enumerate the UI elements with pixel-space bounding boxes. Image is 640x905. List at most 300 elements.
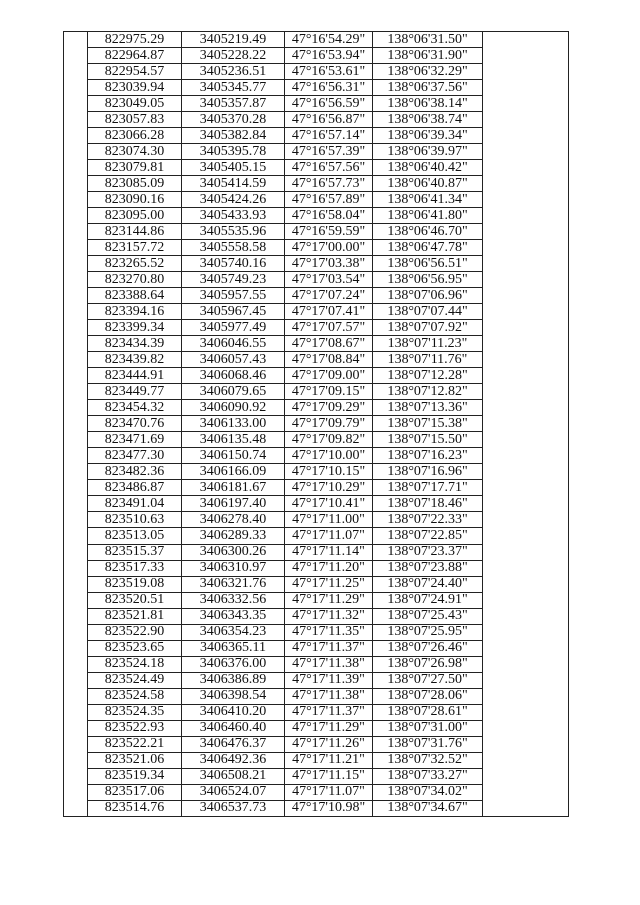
latitude-cell: 47°17'09.00" [285, 368, 373, 384]
blank-cell-left [64, 80, 88, 96]
longitude-cell: 138°06'32.29" [373, 64, 483, 80]
blank-cell-right [483, 752, 569, 768]
latitude-cell: 47°16'54.29" [285, 32, 373, 48]
blank-cell-left [64, 304, 88, 320]
coord-y-cell: 3405357.87 [182, 96, 285, 112]
latitude-cell: 47°17'09.79" [285, 416, 373, 432]
table-row [64, 592, 569, 608]
table-row [64, 400, 569, 416]
latitude-cell: 47°17'11.39" [285, 672, 373, 688]
table-row [64, 112, 569, 128]
coord-y-cell: 3405977.49 [182, 320, 285, 336]
coord-y-cell: 3406398.54 [182, 688, 285, 704]
coord-x-cell: 823085.09 [88, 176, 182, 192]
blank-cell-left [64, 640, 88, 656]
blank-cell-right [483, 256, 569, 272]
coord-x-cell: 823514.76 [88, 800, 182, 816]
blank-cell-right [483, 112, 569, 128]
coord-y-cell: 3406150.74 [182, 448, 285, 464]
table-row [64, 544, 569, 560]
coord-y-cell: 3405395.78 [182, 144, 285, 160]
coord-x-cell: 823039.94 [88, 80, 182, 96]
latitude-cell: 47°17'11.37" [285, 704, 373, 720]
coord-x-cell: 823515.37 [88, 544, 182, 560]
blank-cell-left [64, 736, 88, 752]
blank-cell-right [483, 320, 569, 336]
coord-y-cell: 3406343.35 [182, 608, 285, 624]
latitude-cell: 47°16'56.31" [285, 80, 373, 96]
blank-cell-right [483, 224, 569, 240]
blank-cell-left [64, 112, 88, 128]
longitude-cell: 138°07'06.96" [373, 288, 483, 304]
blank-cell-left [64, 496, 88, 512]
coord-x-cell: 823524.49 [88, 672, 182, 688]
blank-cell-left [64, 240, 88, 256]
longitude-cell: 138°06'56.95" [373, 272, 483, 288]
coord-y-cell: 3406365.11 [182, 640, 285, 656]
blank-cell-right [483, 640, 569, 656]
table-row [64, 512, 569, 528]
latitude-cell: 47°17'10.29" [285, 480, 373, 496]
blank-cell-left [64, 544, 88, 560]
coord-y-cell: 3406492.36 [182, 752, 285, 768]
latitude-cell: 47°17'11.25" [285, 576, 373, 592]
blank-cell-right [483, 592, 569, 608]
table-row [64, 256, 569, 272]
longitude-cell: 138°06'41.80" [373, 208, 483, 224]
longitude-cell: 138°06'40.87" [373, 176, 483, 192]
coord-x-cell: 823388.64 [88, 288, 182, 304]
latitude-cell: 47°17'11.38" [285, 688, 373, 704]
longitude-cell: 138°06'41.34" [373, 192, 483, 208]
longitude-cell: 138°07'31.76" [373, 736, 483, 752]
coord-y-cell: 3406310.97 [182, 560, 285, 576]
longitude-cell: 138°07'12.82" [373, 384, 483, 400]
blank-cell-left [64, 224, 88, 240]
blank-cell-right [483, 496, 569, 512]
blank-cell-right [483, 400, 569, 416]
coord-x-cell: 823521.81 [88, 608, 182, 624]
blank-cell-right [483, 608, 569, 624]
longitude-cell: 138°07'34.67" [373, 800, 483, 816]
latitude-cell: 47°17'11.32" [285, 608, 373, 624]
coord-y-cell: 3405957.55 [182, 288, 285, 304]
coord-y-cell: 3406321.76 [182, 576, 285, 592]
longitude-cell: 138°07'26.98" [373, 656, 483, 672]
coord-x-cell: 823491.04 [88, 496, 182, 512]
coord-y-cell: 3406524.07 [182, 784, 285, 800]
longitude-cell: 138°07'26.46" [373, 640, 483, 656]
coord-y-cell: 3406197.40 [182, 496, 285, 512]
longitude-cell: 138°06'39.34" [373, 128, 483, 144]
blank-cell-right [483, 784, 569, 800]
longitude-cell: 138°06'47.78" [373, 240, 483, 256]
longitude-cell: 138°07'28.61" [373, 704, 483, 720]
coord-x-cell: 823049.05 [88, 96, 182, 112]
latitude-cell: 47°17'10.15" [285, 464, 373, 480]
coord-x-cell: 823517.33 [88, 560, 182, 576]
blank-cell-left [64, 352, 88, 368]
coord-x-cell: 823399.34 [88, 320, 182, 336]
latitude-cell: 47°17'07.57" [285, 320, 373, 336]
table-row [64, 304, 569, 320]
blank-cell-left [64, 512, 88, 528]
blank-cell-left [64, 64, 88, 80]
coord-x-cell: 823510.63 [88, 512, 182, 528]
coord-x-cell: 823522.93 [88, 720, 182, 736]
blank-cell-left [64, 672, 88, 688]
table-row [64, 352, 569, 368]
longitude-cell: 138°07'13.36" [373, 400, 483, 416]
blank-cell-right [483, 368, 569, 384]
coord-y-cell: 3405433.93 [182, 208, 285, 224]
table-row [64, 736, 569, 752]
latitude-cell: 47°16'53.94" [285, 48, 373, 64]
coord-y-cell: 3405228.22 [182, 48, 285, 64]
blank-cell-right [483, 480, 569, 496]
coord-x-cell: 822975.29 [88, 32, 182, 48]
latitude-cell: 47°16'57.14" [285, 128, 373, 144]
coord-x-cell: 823144.86 [88, 224, 182, 240]
coord-x-cell: 823270.80 [88, 272, 182, 288]
table-row [64, 800, 569, 816]
blank-cell-right [483, 416, 569, 432]
blank-cell-left [64, 464, 88, 480]
longitude-cell: 138°06'46.70" [373, 224, 483, 240]
longitude-cell: 138°07'15.50" [373, 432, 483, 448]
latitude-cell: 47°17'11.26" [285, 736, 373, 752]
coord-x-cell: 823524.35 [88, 704, 182, 720]
longitude-cell: 138°07'34.02" [373, 784, 483, 800]
longitude-cell: 138°07'27.50" [373, 672, 483, 688]
latitude-cell: 47°17'11.29" [285, 720, 373, 736]
coord-x-cell: 823513.05 [88, 528, 182, 544]
table-row [64, 288, 569, 304]
longitude-cell: 138°07'22.33" [373, 512, 483, 528]
blank-cell-right [483, 192, 569, 208]
blank-cell-left [64, 400, 88, 416]
coord-x-cell: 823482.36 [88, 464, 182, 480]
latitude-cell: 47°17'03.54" [285, 272, 373, 288]
blank-cell-right [483, 336, 569, 352]
coord-y-cell: 3406460.40 [182, 720, 285, 736]
coord-x-cell: 823157.72 [88, 240, 182, 256]
longitude-cell: 138°07'24.91" [373, 592, 483, 608]
longitude-cell: 138°06'31.90" [373, 48, 483, 64]
table-row [64, 608, 569, 624]
coord-y-cell: 3406090.92 [182, 400, 285, 416]
blank-cell-left [64, 160, 88, 176]
coord-y-cell: 3405236.51 [182, 64, 285, 80]
blank-cell-left [64, 608, 88, 624]
coord-y-cell: 3406181.67 [182, 480, 285, 496]
coord-y-cell: 3405414.59 [182, 176, 285, 192]
blank-cell-left [64, 96, 88, 112]
coord-x-cell: 823522.21 [88, 736, 182, 752]
longitude-cell: 138°06'31.50" [373, 32, 483, 48]
longitude-cell: 138°07'28.06" [373, 688, 483, 704]
latitude-cell: 47°17'11.07" [285, 528, 373, 544]
longitude-cell: 138°07'22.85" [373, 528, 483, 544]
blank-cell-right [483, 240, 569, 256]
latitude-cell: 47°17'10.41" [285, 496, 373, 512]
coord-y-cell: 3405558.58 [182, 240, 285, 256]
blank-cell-left [64, 256, 88, 272]
coord-x-cell: 823439.82 [88, 352, 182, 368]
blank-cell-right [483, 576, 569, 592]
blank-cell-right [483, 736, 569, 752]
coord-y-cell: 3406508.21 [182, 768, 285, 784]
blank-cell-left [64, 624, 88, 640]
longitude-cell: 138°07'17.71" [373, 480, 483, 496]
blank-cell-left [64, 288, 88, 304]
blank-cell-right [483, 160, 569, 176]
blank-cell-left [64, 784, 88, 800]
table-row [64, 576, 569, 592]
latitude-cell: 47°17'08.67" [285, 336, 373, 352]
table-row [64, 496, 569, 512]
blank-cell-right [483, 672, 569, 688]
blank-cell-left [64, 176, 88, 192]
blank-cell-left [64, 336, 88, 352]
coord-x-cell: 822964.87 [88, 48, 182, 64]
blank-cell-right [483, 688, 569, 704]
table-row [64, 416, 569, 432]
coord-y-cell: 3405345.77 [182, 80, 285, 96]
latitude-cell: 47°17'03.38" [285, 256, 373, 272]
table-row [64, 752, 569, 768]
table-row [64, 368, 569, 384]
blank-cell-left [64, 144, 88, 160]
latitude-cell: 47°17'11.14" [285, 544, 373, 560]
blank-cell-left [64, 208, 88, 224]
table-row [64, 176, 569, 192]
table-row [64, 704, 569, 720]
latitude-cell: 47°16'53.61" [285, 64, 373, 80]
blank-cell-left [64, 448, 88, 464]
longitude-cell: 138°07'18.46" [373, 496, 483, 512]
table-row [64, 320, 569, 336]
table-row [64, 32, 569, 48]
table-row [64, 272, 569, 288]
blank-cell-right [483, 80, 569, 96]
longitude-cell: 138°07'33.27" [373, 768, 483, 784]
blank-cell-right [483, 560, 569, 576]
blank-cell-right [483, 464, 569, 480]
latitude-cell: 47°17'11.20" [285, 560, 373, 576]
coord-x-cell: 823524.58 [88, 688, 182, 704]
blank-cell-right [483, 352, 569, 368]
latitude-cell: 47°17'11.37" [285, 640, 373, 656]
table-row [64, 768, 569, 784]
latitude-cell: 47°17'10.00" [285, 448, 373, 464]
longitude-cell: 138°07'32.52" [373, 752, 483, 768]
table-row [64, 192, 569, 208]
coord-x-cell: 823095.00 [88, 208, 182, 224]
coord-y-cell: 3406300.26 [182, 544, 285, 560]
blank-cell-right [483, 800, 569, 816]
coord-x-cell: 823524.18 [88, 656, 182, 672]
latitude-cell: 47°17'11.00" [285, 512, 373, 528]
table-row [64, 48, 569, 64]
table-row [64, 560, 569, 576]
coord-y-cell: 3406537.73 [182, 800, 285, 816]
coord-y-cell: 3405535.96 [182, 224, 285, 240]
latitude-cell: 47°16'57.39" [285, 144, 373, 160]
longitude-cell: 138°07'23.88" [373, 560, 483, 576]
latitude-cell: 47°17'11.38" [285, 656, 373, 672]
latitude-cell: 47°17'11.21" [285, 752, 373, 768]
coord-y-cell: 3405219.49 [182, 32, 285, 48]
blank-cell-left [64, 272, 88, 288]
longitude-cell: 138°07'25.95" [373, 624, 483, 640]
coord-y-cell: 3406046.55 [182, 336, 285, 352]
coord-y-cell: 3406410.20 [182, 704, 285, 720]
coord-y-cell: 3406376.00 [182, 656, 285, 672]
table-row [64, 336, 569, 352]
longitude-cell: 138°07'16.23" [373, 448, 483, 464]
blank-cell-right [483, 704, 569, 720]
coord-y-cell: 3405749.23 [182, 272, 285, 288]
latitude-cell: 47°17'00.00" [285, 240, 373, 256]
blank-cell-left [64, 560, 88, 576]
blank-cell-right [483, 528, 569, 544]
blank-cell-left [64, 32, 88, 48]
coord-x-cell: 823523.65 [88, 640, 182, 656]
blank-cell-left [64, 432, 88, 448]
coord-x-cell: 823521.06 [88, 752, 182, 768]
longitude-cell: 138°07'24.40" [373, 576, 483, 592]
latitude-cell: 47°16'57.73" [285, 176, 373, 192]
table-row [64, 464, 569, 480]
table-row [64, 448, 569, 464]
coord-y-cell: 3406332.56 [182, 592, 285, 608]
blank-cell-right [483, 176, 569, 192]
table-row [64, 784, 569, 800]
longitude-cell: 138°07'25.43" [373, 608, 483, 624]
longitude-cell: 138°07'07.92" [373, 320, 483, 336]
coord-y-cell: 3406166.09 [182, 464, 285, 480]
blank-cell-right [483, 448, 569, 464]
coord-x-cell: 823519.34 [88, 768, 182, 784]
coord-y-cell: 3406289.33 [182, 528, 285, 544]
table-row [64, 672, 569, 688]
longitude-cell: 138°06'56.51" [373, 256, 483, 272]
coord-y-cell: 3406133.00 [182, 416, 285, 432]
latitude-cell: 47°16'57.89" [285, 192, 373, 208]
coord-y-cell: 3405424.26 [182, 192, 285, 208]
table-row [64, 480, 569, 496]
table-row [64, 144, 569, 160]
blank-cell-left [64, 480, 88, 496]
table-row [64, 208, 569, 224]
coord-y-cell: 3406354.23 [182, 624, 285, 640]
latitude-cell: 47°17'11.29" [285, 592, 373, 608]
blank-cell-right [483, 32, 569, 48]
blank-cell-left [64, 688, 88, 704]
coord-x-cell: 823470.76 [88, 416, 182, 432]
latitude-cell: 47°17'09.82" [285, 432, 373, 448]
coord-x-cell: 823074.30 [88, 144, 182, 160]
coord-y-cell: 3405370.28 [182, 112, 285, 128]
blank-cell-left [64, 416, 88, 432]
blank-cell-right [483, 720, 569, 736]
coord-y-cell: 3406068.46 [182, 368, 285, 384]
blank-cell-left [64, 576, 88, 592]
table-row [64, 240, 569, 256]
table-row [64, 384, 569, 400]
coord-y-cell: 3406079.65 [182, 384, 285, 400]
longitude-cell: 138°07'11.23" [373, 336, 483, 352]
coord-y-cell: 3406057.43 [182, 352, 285, 368]
coord-x-cell: 823444.91 [88, 368, 182, 384]
blank-cell-right [483, 544, 569, 560]
blank-cell-left [64, 128, 88, 144]
latitude-cell: 47°17'07.24" [285, 288, 373, 304]
coord-x-cell: 823066.28 [88, 128, 182, 144]
latitude-cell: 47°16'59.59" [285, 224, 373, 240]
blank-cell-left [64, 48, 88, 64]
blank-cell-right [483, 768, 569, 784]
blank-cell-right [483, 64, 569, 80]
coord-x-cell: 823449.77 [88, 384, 182, 400]
coord-x-cell: 823522.90 [88, 624, 182, 640]
blank-cell-right [483, 208, 569, 224]
longitude-cell: 138°07'07.44" [373, 304, 483, 320]
table-row [64, 528, 569, 544]
blank-cell-right [483, 512, 569, 528]
coord-x-cell: 823454.32 [88, 400, 182, 416]
coord-y-cell: 3405740.16 [182, 256, 285, 272]
table-row [64, 224, 569, 240]
longitude-cell: 138°07'12.28" [373, 368, 483, 384]
blank-cell-right [483, 656, 569, 672]
coord-x-cell: 823434.39 [88, 336, 182, 352]
coordinates-table [63, 31, 569, 817]
blank-cell-right [483, 128, 569, 144]
table-row [64, 160, 569, 176]
coord-x-cell: 823517.06 [88, 784, 182, 800]
coord-x-cell: 823471.69 [88, 432, 182, 448]
blank-cell-left [64, 368, 88, 384]
latitude-cell: 47°17'10.98" [285, 800, 373, 816]
blank-cell-left [64, 752, 88, 768]
longitude-cell: 138°06'38.74" [373, 112, 483, 128]
longitude-cell: 138°07'23.37" [373, 544, 483, 560]
coord-y-cell: 3406135.48 [182, 432, 285, 448]
coord-y-cell: 3406386.89 [182, 672, 285, 688]
table-row [64, 432, 569, 448]
coord-y-cell: 3405967.45 [182, 304, 285, 320]
table-row [64, 656, 569, 672]
blank-cell-right [483, 144, 569, 160]
blank-cell-right [483, 384, 569, 400]
blank-cell-right [483, 432, 569, 448]
coord-x-cell: 823520.51 [88, 592, 182, 608]
latitude-cell: 47°17'09.15" [285, 384, 373, 400]
blank-cell-right [483, 272, 569, 288]
table-row [64, 688, 569, 704]
coord-x-cell: 823090.16 [88, 192, 182, 208]
blank-cell-left [64, 528, 88, 544]
table-row [64, 64, 569, 80]
blank-cell-right [483, 624, 569, 640]
latitude-cell: 47°16'56.59" [285, 96, 373, 112]
blank-cell-right [483, 304, 569, 320]
longitude-cell: 138°06'40.42" [373, 160, 483, 176]
longitude-cell: 138°07'15.38" [373, 416, 483, 432]
latitude-cell: 47°16'57.56" [285, 160, 373, 176]
